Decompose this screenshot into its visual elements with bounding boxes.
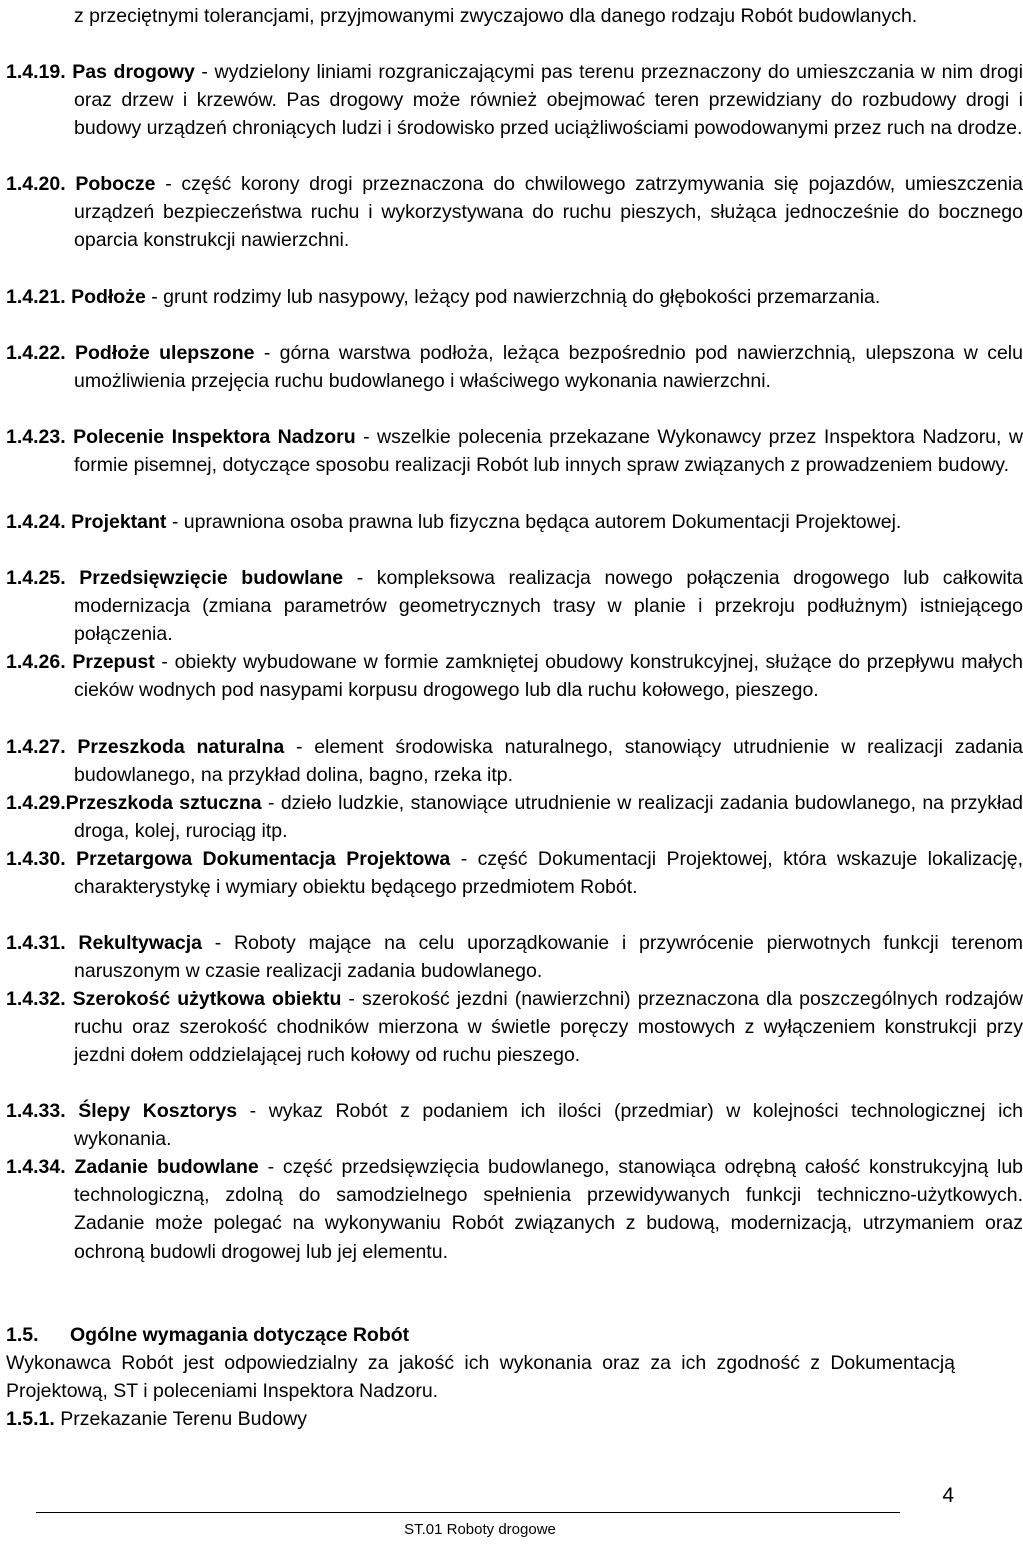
- definition-1-4-33: [6, 1097, 1023, 1153]
- definition-number: 1.4.21.: [6, 286, 66, 308]
- section-number: 1.5.: [6, 1324, 39, 1346]
- subsection-number: 1.5.1.: [6, 1408, 55, 1430]
- subsection-heading: [6, 1405, 307, 1433]
- definition-number: 1.4.32.: [6, 988, 66, 1010]
- definition-number: 1.4.30.: [6, 848, 66, 870]
- definition-text: - część przedsięwzięcia budowlanego, stanowiąca odrębną całość konstrukcyjną lub technologiczną, zdolną do samodzielnego spełnienia przewidywanych funkcji techniczno-użytkowych. Zadanie może polegać na wykonywaniu Robót związanych z budową, modernizacją, utrzymaniem oraz ochroną budowli drogowej lub jej elementu.: [74, 1156, 1023, 1263]
- definition-1-4-25: [6, 564, 1023, 649]
- definition-term: Przeszkoda naturalna: [77, 736, 285, 758]
- definition-term: Przedsięwzięcie budowlane: [79, 567, 344, 589]
- definition-term: Polecenie Inspektora Nadzoru: [73, 426, 356, 448]
- section-paragraph: Wykonawca Robót jest odpowiedzialny za jakość ich wykonania oraz za ich zgodność z Dokumentacją Projektową, ST i poleceniami Inspektora Nadzoru.: [6, 1352, 955, 1403]
- definition-number: 1.4.31.: [6, 932, 66, 954]
- definition-1-4-30: [6, 845, 1023, 901]
- definition-number: 1.4.34.: [6, 1156, 66, 1178]
- definition-text: - uprawniona osoba prawna lub fizyczna będąca autorem Dokumentacji Projektowej.: [166, 511, 902, 533]
- definition-term: Projektant: [71, 511, 167, 533]
- definition-1-4-31: [6, 929, 1023, 985]
- page-number: 4: [942, 1484, 954, 1507]
- definition-1-4-20: [6, 170, 1023, 255]
- definition-text: - grunt rodzimy lub nasypowy, leżący pod nawierzchnią do głębokości przemarzania.: [145, 286, 881, 308]
- definition-1-4-24: [6, 508, 1023, 536]
- definition-term: Rekultywacja: [78, 932, 202, 954]
- definition-number: 1.4.20.: [6, 173, 66, 195]
- subsection-title: Przekazanie Terenu Budowy: [60, 1408, 308, 1430]
- definition-1-4-34: [6, 1153, 1023, 1266]
- definition-term: Szerokość użytkowa obiektu: [72, 988, 342, 1010]
- definition-term: Pobocze: [75, 173, 156, 195]
- definition-number: 1.4.19.: [6, 61, 66, 83]
- definition-text: - obiekty wybudowane w formie zamkniętej obudowy konstrukcyjnej, służące do przepływu małych cieków wodnych pod nasypami korpusu drogowego lub dla ruchu kołowego, pieszego.: [74, 651, 1023, 702]
- definition-number: 1.4.25.: [6, 567, 66, 589]
- definition-text: - wykaz Robót z podaniem ich ilości (przedmiar) w kolejności technologicznej ich wykonania.: [74, 1100, 1023, 1151]
- definition-text: - element środowiska naturalnego, stanowiący utrudnienie w realizacji zadania budowlanego, na przykład dolina, bagno, rzeka itp.: [74, 736, 1023, 787]
- definition-text: - szerokość jezdni (nawierzchni) przeznaczona dla poszczególnych rodzajów ruchu oraz szerokość chodników mierzona w świetle poręczy mostowych z wyłączeniem konstrukcji przy jezdni dołem oddzielającej ruch kołowy od ruchu pieszego.: [74, 988, 1023, 1067]
- definition-1-4-26: [6, 648, 1023, 704]
- definition-text: - górna warstwa podłoża, leżąca bezpośrednio pod nawierzchnią, ulepszona w celu umożliwienia przejęcia ruchu budowlanego i właściwego wykonania nawierzchni.: [74, 342, 1023, 393]
- definition-number: 1.4.23.: [6, 426, 66, 448]
- intro-paragraph: z przeciętnymi tolerancjami, przyjmowanymi zwyczajowo dla danego rodzaju Robót budowlanych.: [74, 5, 918, 27]
- definition-number: 1.4.24.: [6, 511, 66, 533]
- definition-term: Ślepy Kosztorys: [78, 1100, 238, 1122]
- definition-1-4-22: [6, 339, 1023, 395]
- definition-term: Zadanie budowlane: [74, 1156, 259, 1178]
- definition-text: - wszelkie polecenia przekazane Wykonawcy przez Inspektora Nadzoru, w formie pisemnej, dotyczące sposobu realizacji Robót lub innych spraw związanych z prowadzeniem budowy.: [74, 426, 1023, 477]
- definition-number: 1.4.33.: [6, 1100, 66, 1122]
- definition-text: - kompleksowa realizacja nowego połączenia drogowego lub całkowita modernizacja (zmiana parametrów geometrycznych trasy w planie i przekroju podłużnym) istniejącego połączenia.: [74, 567, 1023, 646]
- definition-term: Przepust: [72, 651, 155, 673]
- definition-1-4-29: [6, 789, 1023, 845]
- definition-1-4-23: [6, 423, 1023, 479]
- definition-1-4-19: [6, 58, 1023, 143]
- definition-term: Przetargowa Dokumentacja Projektowa: [76, 848, 451, 870]
- definition-text: - część Dokumentacji Projektowej, która wskazuje lokalizację, charakterystykę i wymiary obiektu będącego przedmiotem Robót.: [74, 848, 1023, 899]
- definition-text: - część korony drogi przeznaczona do chwilowego zatrzymywania się pojazdów, umieszczenia urządzeń bezpieczeństwa ruchu i wykorzystywana do ruchu pieszych, służąca jednocześnie do bocznego oparcia konstrukcji nawierzchni.: [74, 173, 1023, 252]
- definition-text: - dzieło ludzkie, stanowiące utrudnienie w realizacji zadania budowlanego, na przykład droga, kolej, rurociąg itp.: [74, 792, 1023, 843]
- definition-text: - Roboty mające na celu uporządkowanie i przywrócenie pierwotnych funkcji terenom naruszonym w czasie realizacji zadania budowlanego.: [74, 932, 1023, 983]
- section-title: Ogólne wymagania dotyczące Robót: [70, 1324, 410, 1346]
- definition-number: 1.4.29.: [6, 792, 66, 814]
- definition-number: 1.4.26.: [6, 651, 66, 673]
- definition-term: Pas drogowy: [72, 61, 195, 83]
- definition-1-4-32: [6, 985, 1023, 1070]
- footer-text: ST.01 Roboty drogowe: [404, 1521, 556, 1538]
- definition-term: Podłoże: [71, 286, 146, 308]
- section-heading: [6, 1321, 409, 1349]
- definition-number: 1.4.22.: [6, 342, 66, 364]
- definition-term: Podłoże ulepszone: [75, 342, 255, 364]
- definition-text: - wydzielony liniami rozgraniczającymi pas terenu przeznaczony do umieszczania w nim drogi oraz drzew i krzewów. Pas drogowy może również obejmować teren przewidziany do rozbudowy drogi i budowy urządzeń chroniących ludzi i środowisko przed uciążliwościami powodowanymi przez ruch na drodze.: [74, 61, 1023, 140]
- definition-term: Przeszkoda sztuczna: [65, 792, 262, 814]
- definition-1-4-27: [6, 733, 1023, 789]
- footer-divider: [36, 1512, 900, 1513]
- definition-1-4-21: [6, 283, 1023, 311]
- definition-number: 1.4.27.: [6, 736, 66, 758]
